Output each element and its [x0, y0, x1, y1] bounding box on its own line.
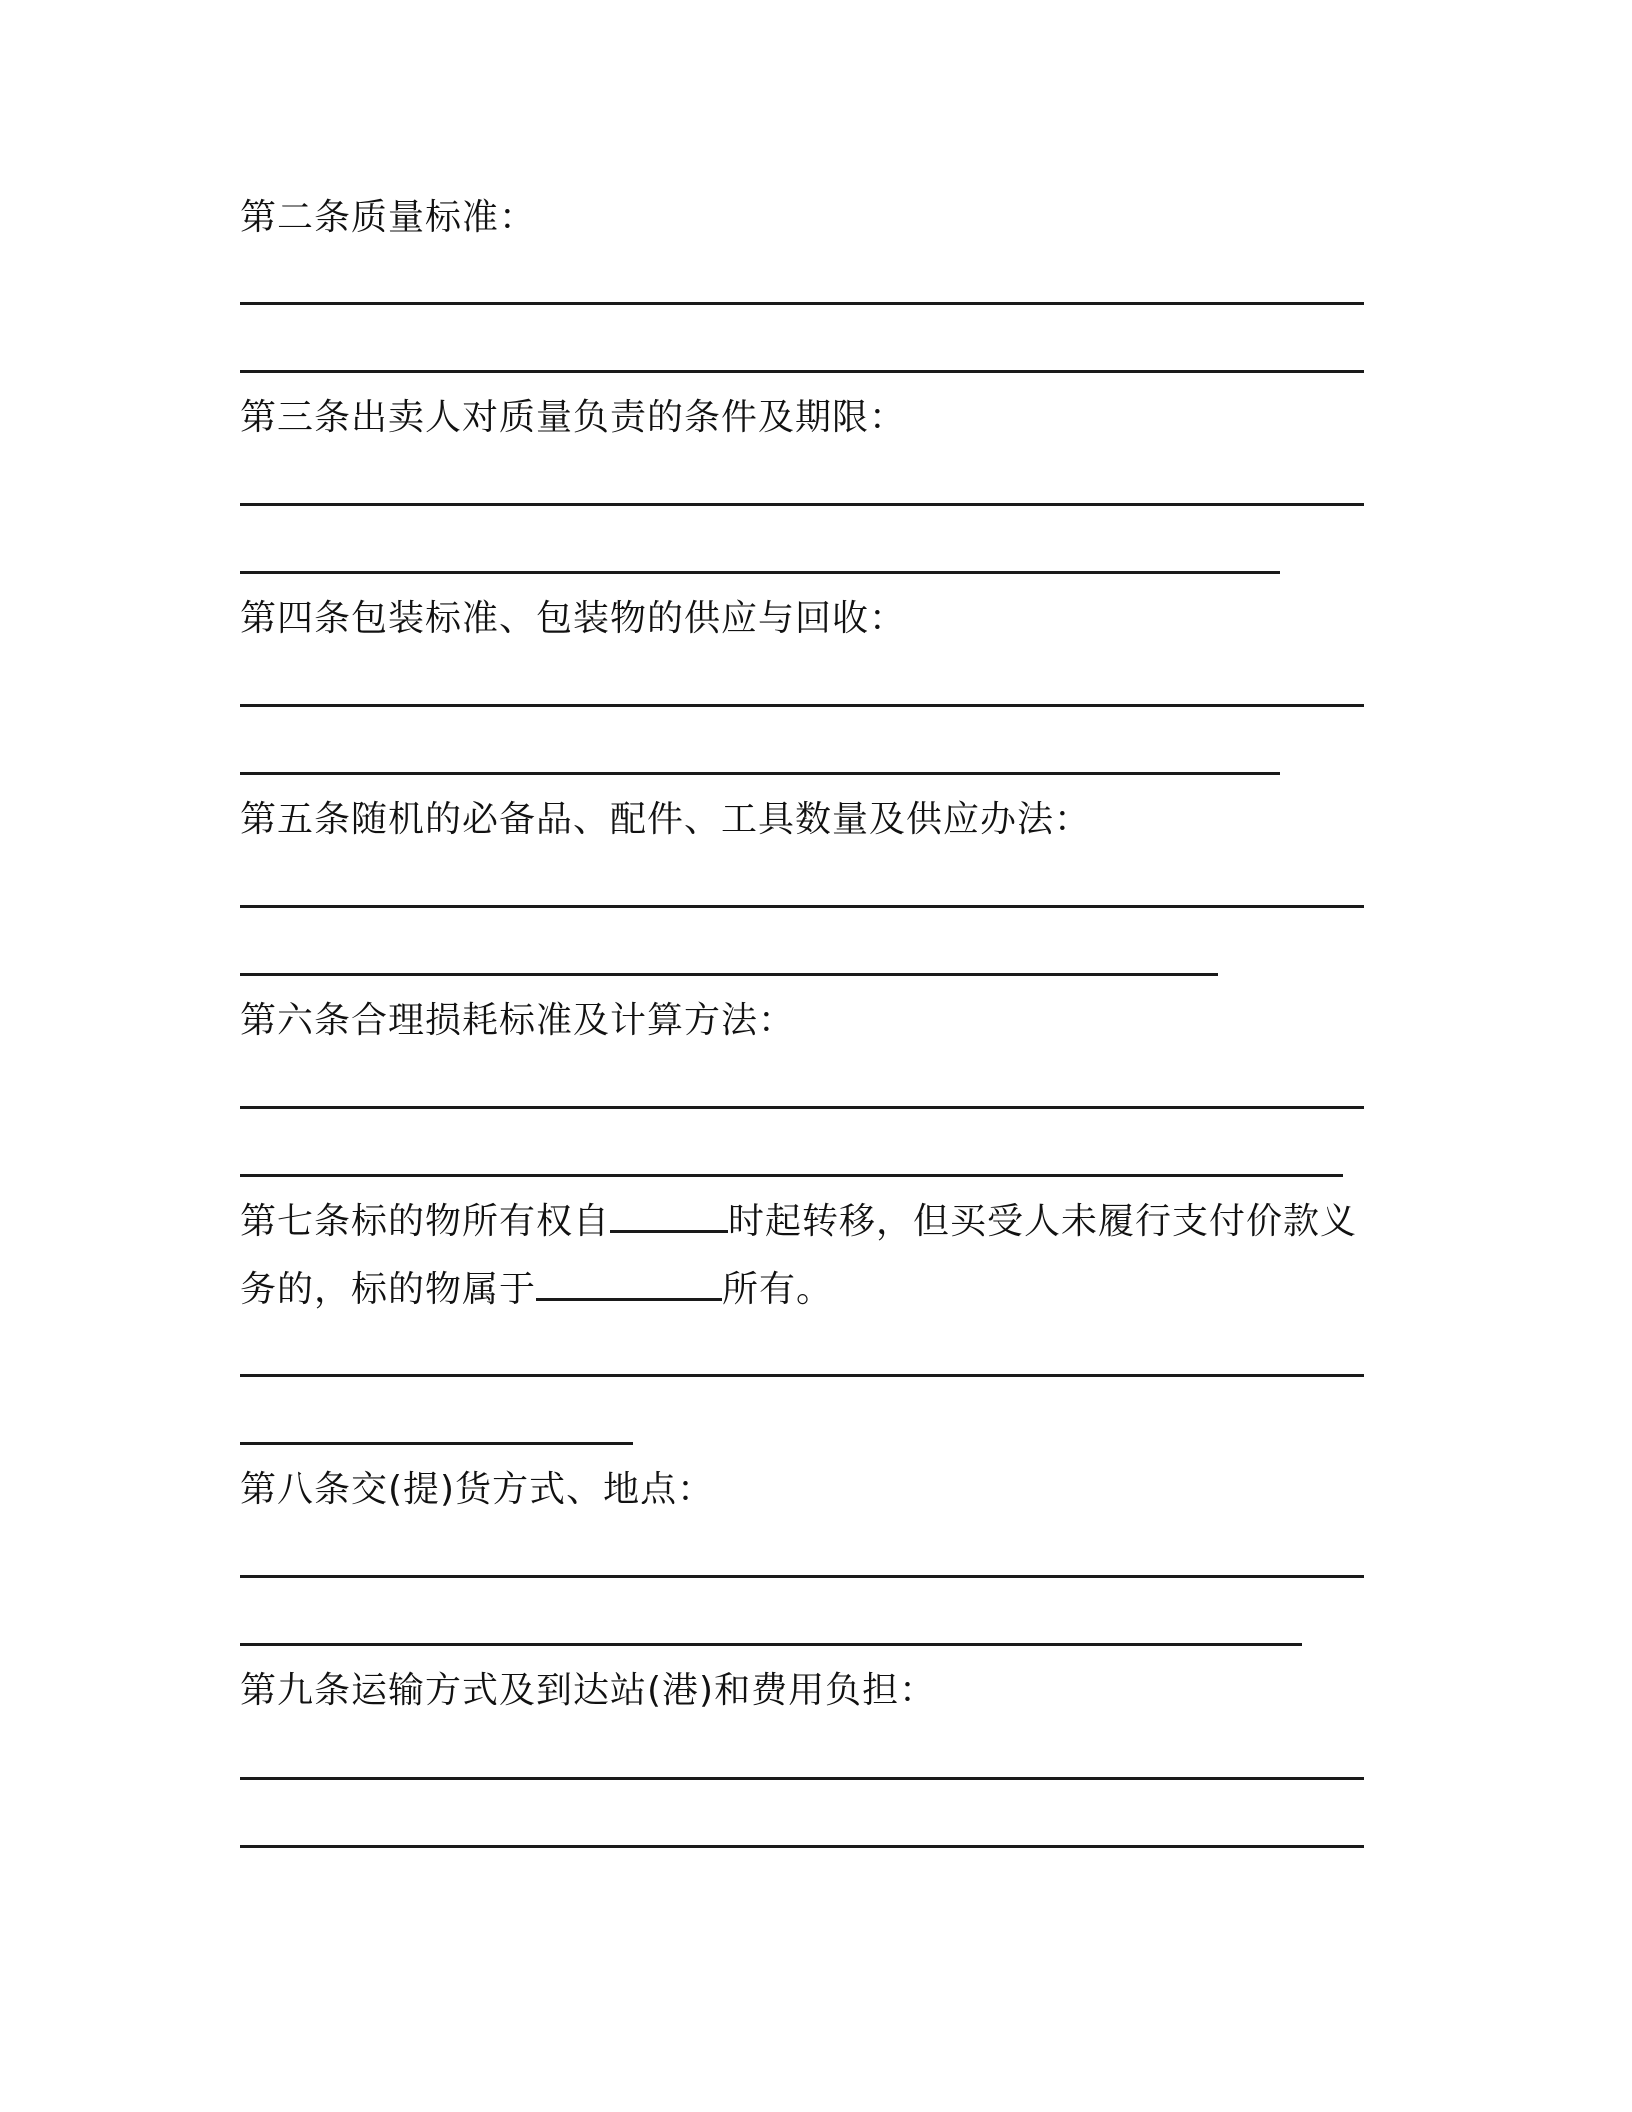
blank-line[interactable] — [240, 1777, 1364, 1780]
blank-line[interactable] — [240, 905, 1364, 908]
blank-line[interactable] — [240, 503, 1364, 506]
fill-in-blank[interactable] — [536, 1268, 722, 1301]
blank-line[interactable] — [240, 704, 1364, 707]
blank-line[interactable] — [240, 973, 1218, 976]
clause-7-text-4: 所有。 — [722, 1269, 834, 1310]
clause-8-heading: 第八条交(提)货方式、地点： — [240, 1469, 715, 1510]
blank-line[interactable] — [240, 571, 1280, 574]
clause-4-heading: 第四条包装标准、包装物的供应与回收： — [240, 598, 907, 639]
blank-line[interactable] — [240, 370, 1364, 373]
blank-line[interactable] — [240, 1106, 1364, 1109]
blank-line[interactable] — [240, 1442, 633, 1445]
clause-5-heading: 第五条随机的必备品、配件、工具数量及供应办法： — [240, 799, 1092, 840]
clause-7-text-3: 务的，标的物属于 — [240, 1269, 537, 1310]
clause-3-heading: 第三条出卖人对质量负责的条件及期限： — [240, 397, 907, 438]
clause-7-line-1 — [240, 1197, 1357, 1247]
blank-line[interactable] — [240, 772, 1280, 775]
clause-9-heading: 第九条运输方式及到达站(港)和费用负担： — [240, 1670, 937, 1711]
clause-7-text-2: 时起转移，但买受人未履行支付价款义 — [728, 1201, 1358, 1242]
blank-line[interactable] — [240, 1374, 1364, 1377]
clause-6-heading: 第六条合理损耗标准及计算方法： — [240, 1000, 796, 1041]
blank-line[interactable] — [240, 1845, 1364, 1848]
blank-line[interactable] — [240, 1174, 1343, 1177]
blank-line[interactable] — [240, 1643, 1302, 1646]
fill-in-blank[interactable] — [610, 1200, 728, 1233]
blank-line[interactable] — [240, 1575, 1364, 1578]
clause-2-heading: 第二条质量标准： — [240, 197, 537, 238]
clause-7-line-2 — [240, 1265, 833, 1315]
clause-7-text-1: 第七条标的物所有权自 — [240, 1201, 611, 1242]
blank-line[interactable] — [240, 302, 1364, 305]
